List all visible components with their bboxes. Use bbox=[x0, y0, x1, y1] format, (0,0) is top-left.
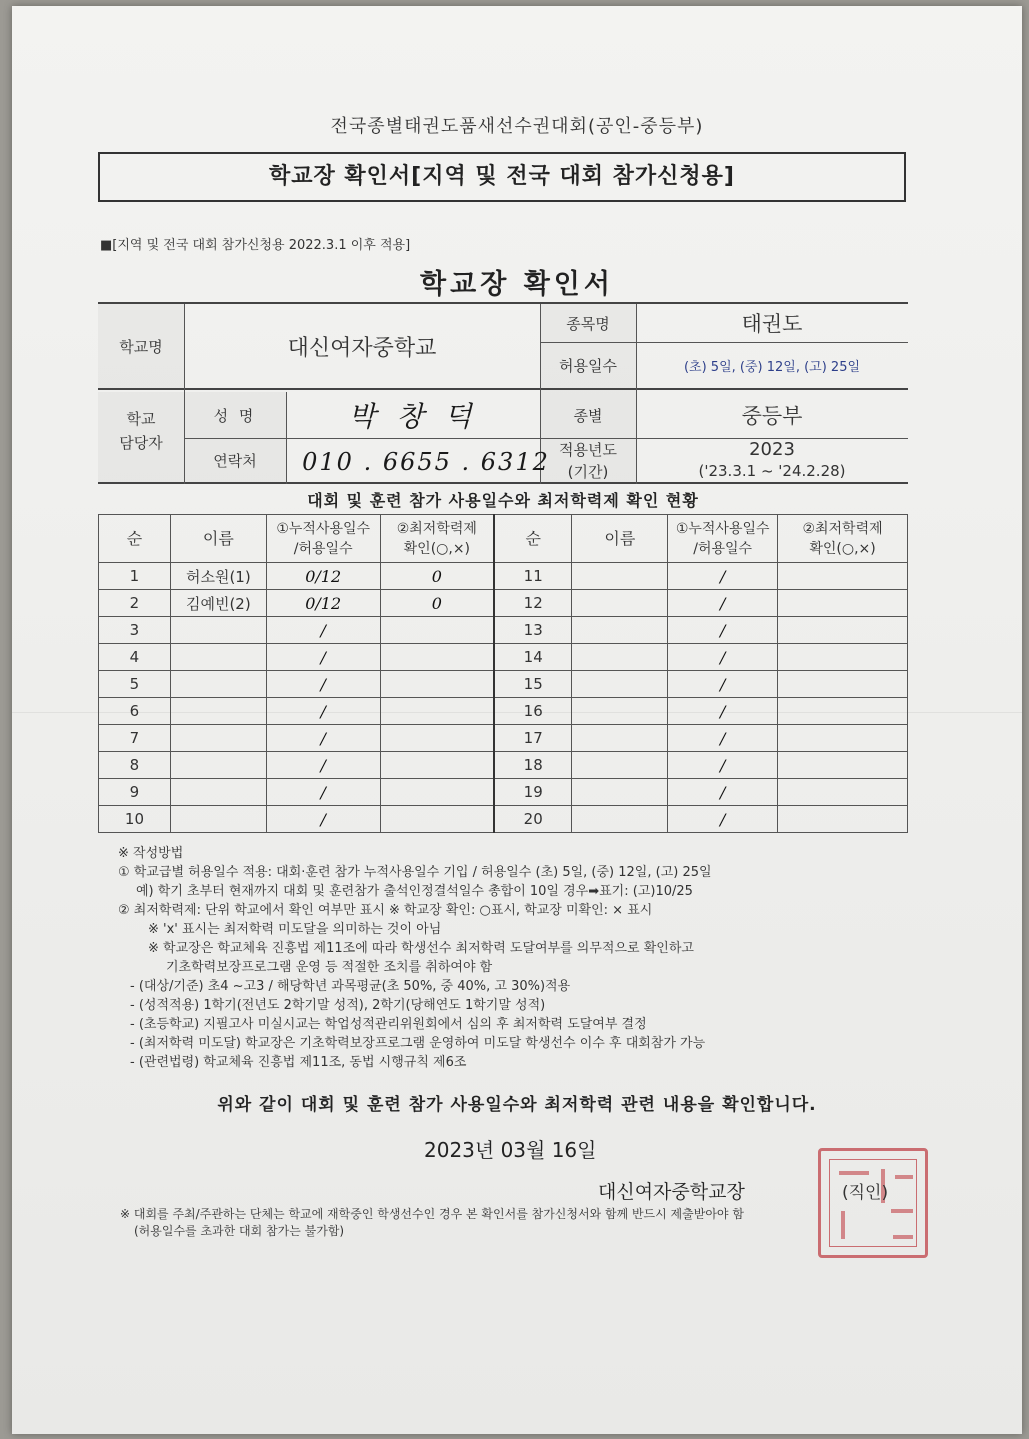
row-no-right: 17 bbox=[494, 725, 572, 752]
col-days: ①누적사용일수 /허용일수 bbox=[266, 515, 380, 563]
principal-name: 대신여자중학교장 bbox=[598, 1181, 745, 1203]
table-header-row bbox=[99, 515, 908, 563]
col-no-right: 순 bbox=[494, 515, 572, 563]
instruction-line: ※ 학교장은 학교체육 진흥법 제11조에 따라 학생선수 최저학력 도달여부를 의무적으로 확인하고 bbox=[148, 941, 694, 956]
row-days-right: / bbox=[668, 563, 778, 590]
row-check-right bbox=[778, 752, 908, 779]
row-name-right bbox=[572, 752, 668, 779]
row-no-right: 12 bbox=[494, 590, 572, 617]
row-no-right: 18 bbox=[494, 752, 572, 779]
row-no: 6 bbox=[99, 698, 171, 725]
row-check-right bbox=[778, 671, 908, 698]
instruction-line: - (관련법령) 학교체육 진흥법 제11조, 동법 시행규칙 제6조 bbox=[130, 1055, 467, 1070]
school-label: 학교명 bbox=[119, 337, 163, 356]
division-value: 중등부 bbox=[741, 404, 803, 428]
row-days: / bbox=[266, 698, 380, 725]
usage-table bbox=[98, 514, 908, 833]
instruction-line: - (대상/기준) 초4 ~고3 / 해당학년 과목평균(초 50%, 중 40%, 고 30%)적용 bbox=[130, 979, 571, 994]
status-title: 대회 및 훈련 참가 사용일수와 최저학력제 확인 현황 bbox=[307, 491, 699, 510]
table-row bbox=[99, 752, 908, 779]
row-days-right: / bbox=[668, 806, 778, 833]
row-no-right: 15 bbox=[494, 671, 572, 698]
row-check bbox=[380, 698, 494, 725]
year-label: 적용년도 bbox=[559, 440, 617, 459]
row-name-right bbox=[572, 590, 668, 617]
row-check bbox=[380, 806, 494, 833]
footnote-line: (허용일수를 초과한 대회 참가는 불가함) bbox=[134, 1224, 345, 1238]
allowed-days-value: (초) 5일, (중) 12일, (고) 25일 bbox=[683, 359, 861, 375]
row-no: 9 bbox=[99, 779, 171, 806]
row-no-right: 14 bbox=[494, 644, 572, 671]
table-row bbox=[99, 779, 908, 806]
event-value: 태권도 bbox=[741, 312, 803, 336]
confirmation-statement: 위와 같이 대회 및 훈련 참가 사용일수와 최저학력 관련 내용을 확인합니다. bbox=[217, 1095, 817, 1115]
row-name-right bbox=[572, 725, 668, 752]
table-row bbox=[99, 644, 908, 671]
instructions bbox=[118, 844, 918, 1072]
row-name bbox=[170, 806, 266, 833]
col-days-right: ①누적사용일수 /허용일수 bbox=[668, 515, 778, 563]
row-check bbox=[380, 671, 494, 698]
col-grade: ②최저학력제 확인(○,×) bbox=[380, 515, 494, 563]
issue-date: 2023년 03월 16일 bbox=[424, 1138, 597, 1162]
contact-handwritten: 010 . 6655 . 6312 bbox=[302, 448, 550, 476]
row-check bbox=[380, 779, 494, 806]
row-check: 0 bbox=[380, 563, 494, 590]
row-name-right bbox=[572, 779, 668, 806]
footnote-line: ※ 대회를 주최/주관하는 단체는 학교에 재학중인 학생선수인 경우 본 확인서를 참가신청서와 함께 반드시 제출받아야 함 bbox=[120, 1207, 744, 1221]
row-name-right bbox=[572, 644, 668, 671]
col-no: 순 bbox=[99, 515, 171, 563]
school-value: 대신여자중학교 bbox=[287, 335, 437, 361]
row-name bbox=[170, 698, 266, 725]
row-no: 2 bbox=[99, 590, 171, 617]
event-header: 전국종별태권도품새선수권대회(공인-중등부) bbox=[330, 116, 704, 137]
row-name bbox=[170, 671, 266, 698]
event-label: 종목명 bbox=[566, 314, 610, 333]
footnote bbox=[120, 1206, 910, 1240]
row-name: 김예빈(2) bbox=[170, 590, 266, 617]
row-name bbox=[170, 752, 266, 779]
row-check-right bbox=[778, 644, 908, 671]
row-check-right bbox=[778, 563, 908, 590]
row-name-right bbox=[572, 806, 668, 833]
row-days: / bbox=[266, 752, 380, 779]
instructions-heading: ※ 작성방법 bbox=[118, 846, 184, 861]
row-no: 8 bbox=[99, 752, 171, 779]
row-name bbox=[170, 779, 266, 806]
instruction-line: - (성적적용) 1학기(전년도 2학기말 성적), 2학기(당해연도 1학기말 성적) bbox=[130, 998, 546, 1013]
row-name: 허소원(1) bbox=[170, 563, 266, 590]
row-check bbox=[380, 725, 494, 752]
col-name-right: 이름 bbox=[572, 515, 668, 563]
row-name-right bbox=[572, 671, 668, 698]
row-check-right bbox=[778, 590, 908, 617]
row-days: / bbox=[266, 617, 380, 644]
row-name-right bbox=[572, 617, 668, 644]
row-no: 4 bbox=[99, 644, 171, 671]
row-no-right: 13 bbox=[494, 617, 572, 644]
row-no-right: 16 bbox=[494, 698, 572, 725]
instruction-line: ※ 'x' 표시는 최저학력 미도달을 의미하는 것이 아님 bbox=[148, 922, 442, 937]
row-days-right: / bbox=[668, 752, 778, 779]
row-check-right bbox=[778, 806, 908, 833]
info-table bbox=[98, 302, 908, 482]
row-days: / bbox=[266, 644, 380, 671]
row-check-right bbox=[778, 698, 908, 725]
col-grade-right: ②최저학력제 확인(○,×) bbox=[778, 515, 908, 563]
table-row bbox=[99, 698, 908, 725]
instruction-line: 예) 학기 초부터 현재까지 대회 및 훈련참가 출석인정결석일수 총합이 10일 경우➡표기: (고)10/25 bbox=[136, 884, 693, 899]
manager-label-line1: 학교 bbox=[126, 409, 156, 428]
period-label: (기간) bbox=[567, 462, 609, 481]
row-days: / bbox=[266, 671, 380, 698]
row-no: 1 bbox=[99, 563, 171, 590]
instruction-line: 기초학력보장프로그램 운영 등 적절한 조치를 취하여야 함 bbox=[166, 960, 493, 975]
year-value: 2023 bbox=[749, 438, 795, 460]
table-row bbox=[99, 617, 908, 644]
row-days-right: / bbox=[668, 617, 778, 644]
row-no-right: 11 bbox=[494, 563, 572, 590]
row-check bbox=[380, 617, 494, 644]
row-days: 0/12 bbox=[266, 590, 380, 617]
row-name bbox=[170, 644, 266, 671]
row-check bbox=[380, 644, 494, 671]
table-row bbox=[99, 671, 908, 698]
row-name bbox=[170, 617, 266, 644]
contact-label: 연락처 bbox=[213, 451, 257, 470]
row-check-right bbox=[778, 779, 908, 806]
table-row bbox=[99, 563, 908, 590]
row-days-right: / bbox=[668, 698, 778, 725]
row-check-right bbox=[778, 725, 908, 752]
row-days-right: / bbox=[668, 644, 778, 671]
row-no-right: 20 bbox=[494, 806, 572, 833]
row-days-right: / bbox=[668, 671, 778, 698]
row-no-right: 19 bbox=[494, 779, 572, 806]
row-days-right: / bbox=[668, 590, 778, 617]
row-days-right: / bbox=[668, 779, 778, 806]
manager-label-line2: 담당자 bbox=[119, 433, 163, 452]
row-name-right bbox=[572, 563, 668, 590]
row-no: 10 bbox=[99, 806, 171, 833]
allowed-days-label: 허용일수 bbox=[559, 356, 617, 375]
form-title-box: 학교장 확인서[지역 및 전국 대회 참가신청용] bbox=[98, 152, 906, 202]
row-no: 5 bbox=[99, 671, 171, 698]
row-days: / bbox=[266, 779, 380, 806]
row-days: 0/12 bbox=[266, 563, 380, 590]
row-days: / bbox=[266, 725, 380, 752]
row-check: 0 bbox=[380, 590, 494, 617]
row-check bbox=[380, 752, 494, 779]
row-check-right bbox=[778, 617, 908, 644]
main-title: 학교장 확인서 bbox=[420, 269, 614, 300]
seal-label: (직인) bbox=[842, 1183, 889, 1203]
instruction-line: ② 최저학력제: 단위 학교에서 확인 여부만 표시 ※ 학교장 확인: ○표시, 학교장 미확인: × 표시 bbox=[118, 903, 653, 918]
instruction-line: - (최저학력 미도달) 학교장은 기초학력보장프로그램 운영하여 미도달 학생선수 이수 후 대회참가 가능 bbox=[130, 1036, 706, 1051]
name-label: 성 명 bbox=[213, 406, 257, 425]
document-page bbox=[12, 6, 1022, 1434]
table-row bbox=[99, 806, 908, 833]
applicability-note: ■[지역 및 전국 대회 참가신청용 2022.3.1 이후 적용] bbox=[100, 238, 411, 253]
period-value: ('23.3.1 ~ '24.2.28) bbox=[698, 462, 846, 480]
row-no: 3 bbox=[99, 617, 171, 644]
division-label: 종별 bbox=[573, 406, 603, 425]
instruction-line: - (초등학교) 지필고사 미실시교는 학업성적관리위원회에서 심의 후 최저학력 도달여부 결정 bbox=[130, 1017, 647, 1032]
row-no: 7 bbox=[99, 725, 171, 752]
row-days: / bbox=[266, 806, 380, 833]
official-seal-stamp bbox=[818, 1148, 928, 1258]
table-row bbox=[99, 590, 908, 617]
row-name-right bbox=[572, 698, 668, 725]
table-row bbox=[99, 725, 908, 752]
row-days-right: / bbox=[668, 725, 778, 752]
col-name: 이름 bbox=[170, 515, 266, 563]
row-name bbox=[170, 725, 266, 752]
manager-name-handwritten: 박 창 덕 bbox=[348, 400, 478, 433]
instruction-line: ① 학교급별 허용일수 적용: 대회·훈련 참가 누적사용일수 기입 / 허용일수 (초) 5일, (중) 12일, (고) 25일 bbox=[118, 865, 712, 880]
